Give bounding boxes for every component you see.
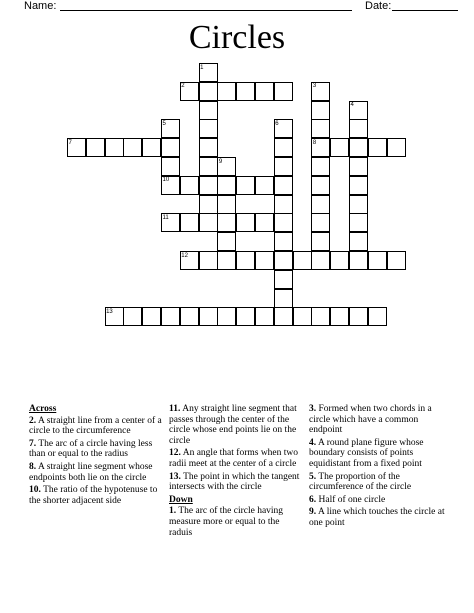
cell-number-6: 6 bbox=[275, 120, 279, 127]
cell-number-1: 1 bbox=[200, 64, 204, 71]
clue-text: Half of one circle bbox=[318, 494, 386, 505]
crossword-cell[interactable] bbox=[236, 251, 255, 270]
clue-number: 6. bbox=[309, 494, 317, 505]
name-label: Name: bbox=[24, 0, 57, 12]
cell-number-12: 12 bbox=[181, 252, 188, 259]
crossword-cell[interactable] bbox=[368, 307, 387, 326]
crossword-cell[interactable] bbox=[236, 82, 255, 101]
crossword-cell[interactable] bbox=[274, 138, 293, 157]
crossword-cell[interactable] bbox=[387, 138, 406, 157]
clue-text: Formed when two chords in a circle which have a common endpoint bbox=[309, 404, 432, 436]
clue-down-5 bbox=[309, 472, 449, 493]
crossword-cell[interactable] bbox=[199, 157, 218, 176]
crossword-cell[interactable] bbox=[180, 176, 199, 195]
clue-text: The proportion of the circumference of the circle bbox=[309, 471, 412, 493]
clues-column-2 bbox=[169, 404, 305, 540]
clue-number: 10. bbox=[29, 485, 41, 496]
clue-text: The point in which the tangent intersects with the circle bbox=[169, 471, 300, 493]
crossword-cell[interactable] bbox=[311, 195, 330, 214]
clue-number: 13. bbox=[169, 471, 181, 482]
clue-down-4 bbox=[309, 438, 449, 470]
crossword-cell[interactable] bbox=[123, 138, 142, 157]
crossword-cell[interactable] bbox=[387, 251, 406, 270]
crossword-cell[interactable] bbox=[311, 307, 330, 326]
clue-text: Any straight line segment that passes through the center of the circle whose end points lie on the circle bbox=[169, 404, 297, 446]
crossword-cell[interactable] bbox=[293, 251, 312, 270]
clue-number: 3. bbox=[309, 404, 317, 414]
crossword-cell[interactable] bbox=[311, 213, 330, 232]
cell-number-4: 4 bbox=[350, 102, 354, 109]
crossword-cell[interactable] bbox=[274, 307, 293, 326]
clue-across-2 bbox=[29, 416, 163, 437]
clues-column-1 bbox=[29, 404, 163, 508]
clue-text: An angle that forms when two radii meet at the center of a circle bbox=[169, 448, 299, 469]
crossword-cell[interactable] bbox=[311, 119, 330, 138]
clue-text: A line which touches the circle at one point bbox=[309, 507, 445, 528]
clue-down-6 bbox=[309, 495, 449, 506]
crossword-cell[interactable] bbox=[274, 289, 293, 308]
crossword-cell[interactable] bbox=[199, 101, 218, 120]
cell-number-7: 7 bbox=[68, 139, 72, 146]
crossword-cell[interactable] bbox=[236, 213, 255, 232]
clue-number: 11. bbox=[169, 404, 181, 414]
crossword-cell[interactable] bbox=[217, 195, 236, 214]
clue-down-9 bbox=[309, 507, 449, 528]
crossword-cell[interactable] bbox=[217, 307, 236, 326]
clue-number: 5. bbox=[309, 471, 317, 482]
clue-number: 8. bbox=[29, 461, 37, 472]
crossword-cell[interactable] bbox=[199, 119, 218, 138]
clue-number: 2. bbox=[29, 415, 37, 426]
crossword-cell[interactable] bbox=[349, 232, 368, 251]
date-label: Date: bbox=[365, 0, 392, 12]
cell-number-9: 9 bbox=[218, 158, 223, 165]
crossword-cell[interactable] bbox=[180, 307, 199, 326]
clue-text: The ratio of the hypotenuse to the shorter adjacent side bbox=[29, 485, 158, 506]
crossword-cell[interactable] bbox=[142, 138, 161, 157]
crossword-cell[interactable] bbox=[161, 157, 180, 176]
crossword-cell[interactable] bbox=[255, 176, 274, 195]
crossword-cell[interactable] bbox=[349, 119, 368, 138]
page-title: Circles bbox=[188, 19, 286, 56]
crossword-cell[interactable] bbox=[349, 213, 368, 232]
cell-number-3: 3 bbox=[312, 83, 317, 90]
clue-number: 1. bbox=[169, 506, 177, 517]
crossword-cell[interactable] bbox=[217, 251, 236, 270]
crossword-cell[interactable] bbox=[274, 195, 293, 214]
crossword-cell[interactable] bbox=[255, 251, 274, 270]
crossword-cell[interactable] bbox=[274, 176, 293, 195]
crossword-cell[interactable] bbox=[368, 251, 387, 270]
crossword-cell[interactable] bbox=[255, 307, 274, 326]
crossword-cell[interactable] bbox=[330, 138, 349, 157]
clue-across-11 bbox=[169, 404, 305, 446]
crossword-cell[interactable] bbox=[199, 307, 218, 326]
clue-text: A round plane figure whose boundary consists of points equidistant from a fixed point bbox=[309, 437, 424, 469]
cell-number-2: 2 bbox=[181, 83, 185, 90]
cell-number-13: 13 bbox=[106, 308, 113, 315]
across-heading: Across bbox=[29, 404, 57, 414]
crossword-cell[interactable] bbox=[161, 307, 180, 326]
crossword-cell[interactable] bbox=[274, 82, 293, 101]
crossword-cell[interactable] bbox=[349, 176, 368, 195]
crossword-cell[interactable] bbox=[311, 157, 330, 176]
crossword-cell[interactable] bbox=[330, 307, 349, 326]
clue-number: 7. bbox=[29, 438, 37, 449]
crossword-cell[interactable] bbox=[349, 157, 368, 176]
crossword-cell[interactable] bbox=[311, 232, 330, 251]
crossword-cell[interactable] bbox=[255, 213, 274, 232]
crossword-cell[interactable] bbox=[217, 232, 236, 251]
crossword-cell[interactable] bbox=[368, 138, 387, 157]
crossword-cell[interactable] bbox=[293, 307, 312, 326]
clues-column-3 bbox=[309, 404, 449, 531]
cell-number-10: 10 bbox=[162, 177, 170, 184]
cell-number-11: 11 bbox=[162, 214, 169, 221]
crossword-cell[interactable] bbox=[161, 138, 180, 157]
crossword-cell[interactable] bbox=[349, 251, 368, 270]
crossword-cell[interactable] bbox=[217, 176, 236, 195]
crossword-cell[interactable] bbox=[274, 157, 293, 176]
clue-across-10 bbox=[29, 485, 163, 506]
clue-across-8 bbox=[29, 462, 163, 483]
clue-number: 4. bbox=[309, 437, 317, 448]
crossword-cell[interactable] bbox=[274, 232, 293, 251]
crossword-cell[interactable] bbox=[199, 176, 218, 195]
crossword-cell[interactable] bbox=[274, 270, 293, 289]
crossword-cell[interactable] bbox=[199, 138, 218, 157]
clue-text: A straight line from a center of a circle to the circumference bbox=[29, 415, 162, 437]
crossword-cell[interactable] bbox=[349, 195, 368, 214]
cell-number-8: 8 bbox=[312, 139, 317, 146]
crossword-cell[interactable] bbox=[255, 82, 274, 101]
crossword-cell[interactable] bbox=[105, 138, 124, 157]
clue-across-7 bbox=[29, 439, 163, 460]
crossword-cell[interactable] bbox=[86, 138, 105, 157]
clue-down-1 bbox=[169, 506, 305, 538]
clue-number: 12. bbox=[169, 448, 181, 459]
crossword-cell[interactable] bbox=[199, 82, 218, 101]
crossword-cell[interactable] bbox=[123, 307, 142, 326]
crossword-cell[interactable] bbox=[142, 307, 161, 326]
crossword-cell[interactable] bbox=[274, 251, 293, 270]
crossword-cell[interactable] bbox=[330, 251, 349, 270]
crossword-cell[interactable] bbox=[217, 213, 236, 232]
crossword-cell[interactable] bbox=[236, 307, 255, 326]
crossword-cell[interactable] bbox=[180, 213, 199, 232]
crossword-cell[interactable] bbox=[199, 213, 218, 232]
clue-text: A straight line segment whose endpoints both lie on the circle bbox=[29, 461, 153, 483]
clue-text: The arc of the circle having measure more or equal to the raduis bbox=[169, 506, 284, 538]
crossword-cell[interactable] bbox=[274, 213, 293, 232]
clue-across-13 bbox=[169, 472, 305, 493]
clue-across-12 bbox=[169, 448, 305, 469]
clue-text: The arc of a circle having less than or equal to the radius bbox=[29, 438, 153, 460]
crossword-cell[interactable] bbox=[199, 251, 218, 270]
crossword-cell[interactable] bbox=[311, 101, 330, 120]
crossword-cell[interactable] bbox=[199, 195, 218, 214]
crossword-cell[interactable] bbox=[236, 176, 255, 195]
crossword-cell[interactable] bbox=[311, 251, 330, 270]
crossword-cell[interactable] bbox=[311, 176, 330, 195]
down-heading: Down bbox=[169, 494, 193, 505]
crossword-cell[interactable] bbox=[349, 138, 368, 157]
crossword-cell[interactable] bbox=[349, 307, 368, 326]
clue-down-3 bbox=[309, 404, 449, 436]
clue-number: 9. bbox=[309, 507, 317, 518]
cell-number-5: 5 bbox=[162, 120, 166, 127]
crossword-cell[interactable] bbox=[217, 82, 236, 101]
